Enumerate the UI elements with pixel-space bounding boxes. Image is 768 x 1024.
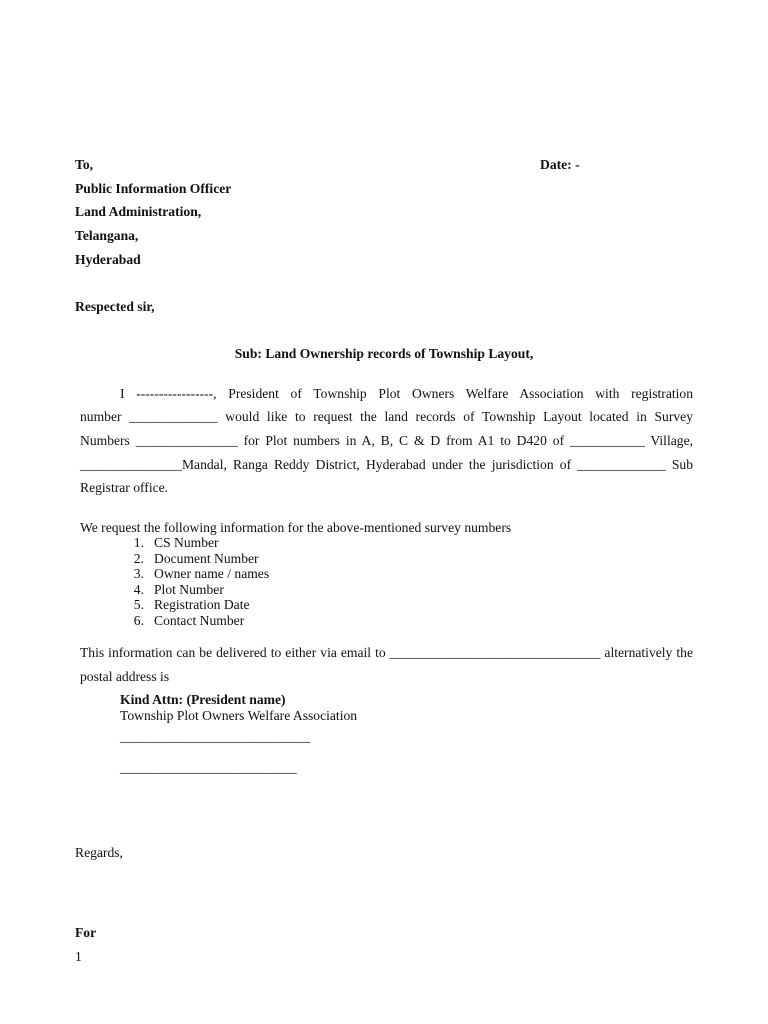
- list-item-text: CS Number: [154, 535, 219, 550]
- salutation: Respected sir,: [75, 299, 155, 314]
- attn-address-blank-1: ____________________________: [120, 729, 311, 744]
- attention-block: [120, 692, 357, 775]
- subject-line: Sub: Land Ownership records of Township Layout,: [234, 346, 534, 361]
- body-line-1: [80, 387, 693, 401]
- delivery-line-2: postal address is: [80, 669, 170, 684]
- list-item-number: 3.: [133, 566, 144, 581]
- body-line-4: _______________Mandal, Ranga Reddy District, Hyderabad under the jurisdiction of _____________ Sub: [80, 457, 693, 472]
- attn-line-2: Township Plot Owners Welfare Association: [120, 707, 358, 723]
- list-item: [80, 597, 269, 613]
- list-item-number: 5.: [133, 597, 144, 612]
- list-item: [80, 566, 269, 582]
- info-list: [80, 535, 269, 628]
- attn-line-1: Kind Attn: (President name): [120, 692, 286, 707]
- addressee-line-1: Public Information Officer: [75, 181, 232, 196]
- addressee-line-2: Land Administration,: [75, 204, 202, 219]
- page-number: 1: [75, 949, 82, 964]
- list-item-text: Plot Number: [154, 581, 224, 597]
- addressee-line-4: Hyderabad: [75, 252, 141, 267]
- addressee-line-3: Telangana,: [75, 228, 139, 243]
- list-item-number: 1.: [133, 535, 144, 550]
- list-item: [80, 551, 269, 567]
- list-item-number: 6.: [133, 612, 144, 628]
- list-item-text: Registration Date: [154, 597, 250, 612]
- list-item: [80, 582, 269, 598]
- delivery-line-1: This information can be delivered to either via email to _______________________________ alternatively the: [80, 645, 693, 660]
- regards-closing: Regards,: [75, 845, 123, 860]
- date-label: Date: -: [540, 157, 580, 172]
- list-item-number: 4.: [133, 581, 144, 597]
- to-label: To,: [75, 157, 94, 172]
- list-item-text: Document Number: [154, 550, 259, 566]
- list-item: [80, 535, 269, 551]
- list-item-number: 2.: [133, 550, 144, 566]
- for-label: For: [75, 925, 97, 940]
- body-line-3: Numbers _______________ for Plot numbers in A, B, C & D from A1 to D420 of ___________ Village,: [80, 433, 693, 448]
- body-line-5: Registrar office.: [80, 480, 169, 495]
- list-item: [80, 613, 269, 629]
- attn-address-blank-2: __________________________: [120, 759, 297, 775]
- list-item-text: Contact Number: [154, 612, 245, 628]
- list-item-text: Owner name / names: [154, 566, 270, 581]
- body-line-1-text: I -----------------, President of Township Plot Owners Welfare Association with registration: [120, 386, 693, 401]
- body-line-2: number _____________ would like to request the land records of Township Layout located in Survey: [80, 409, 693, 424]
- request-intro: We request the following information for the above-mentioned survey numbers: [80, 520, 512, 535]
